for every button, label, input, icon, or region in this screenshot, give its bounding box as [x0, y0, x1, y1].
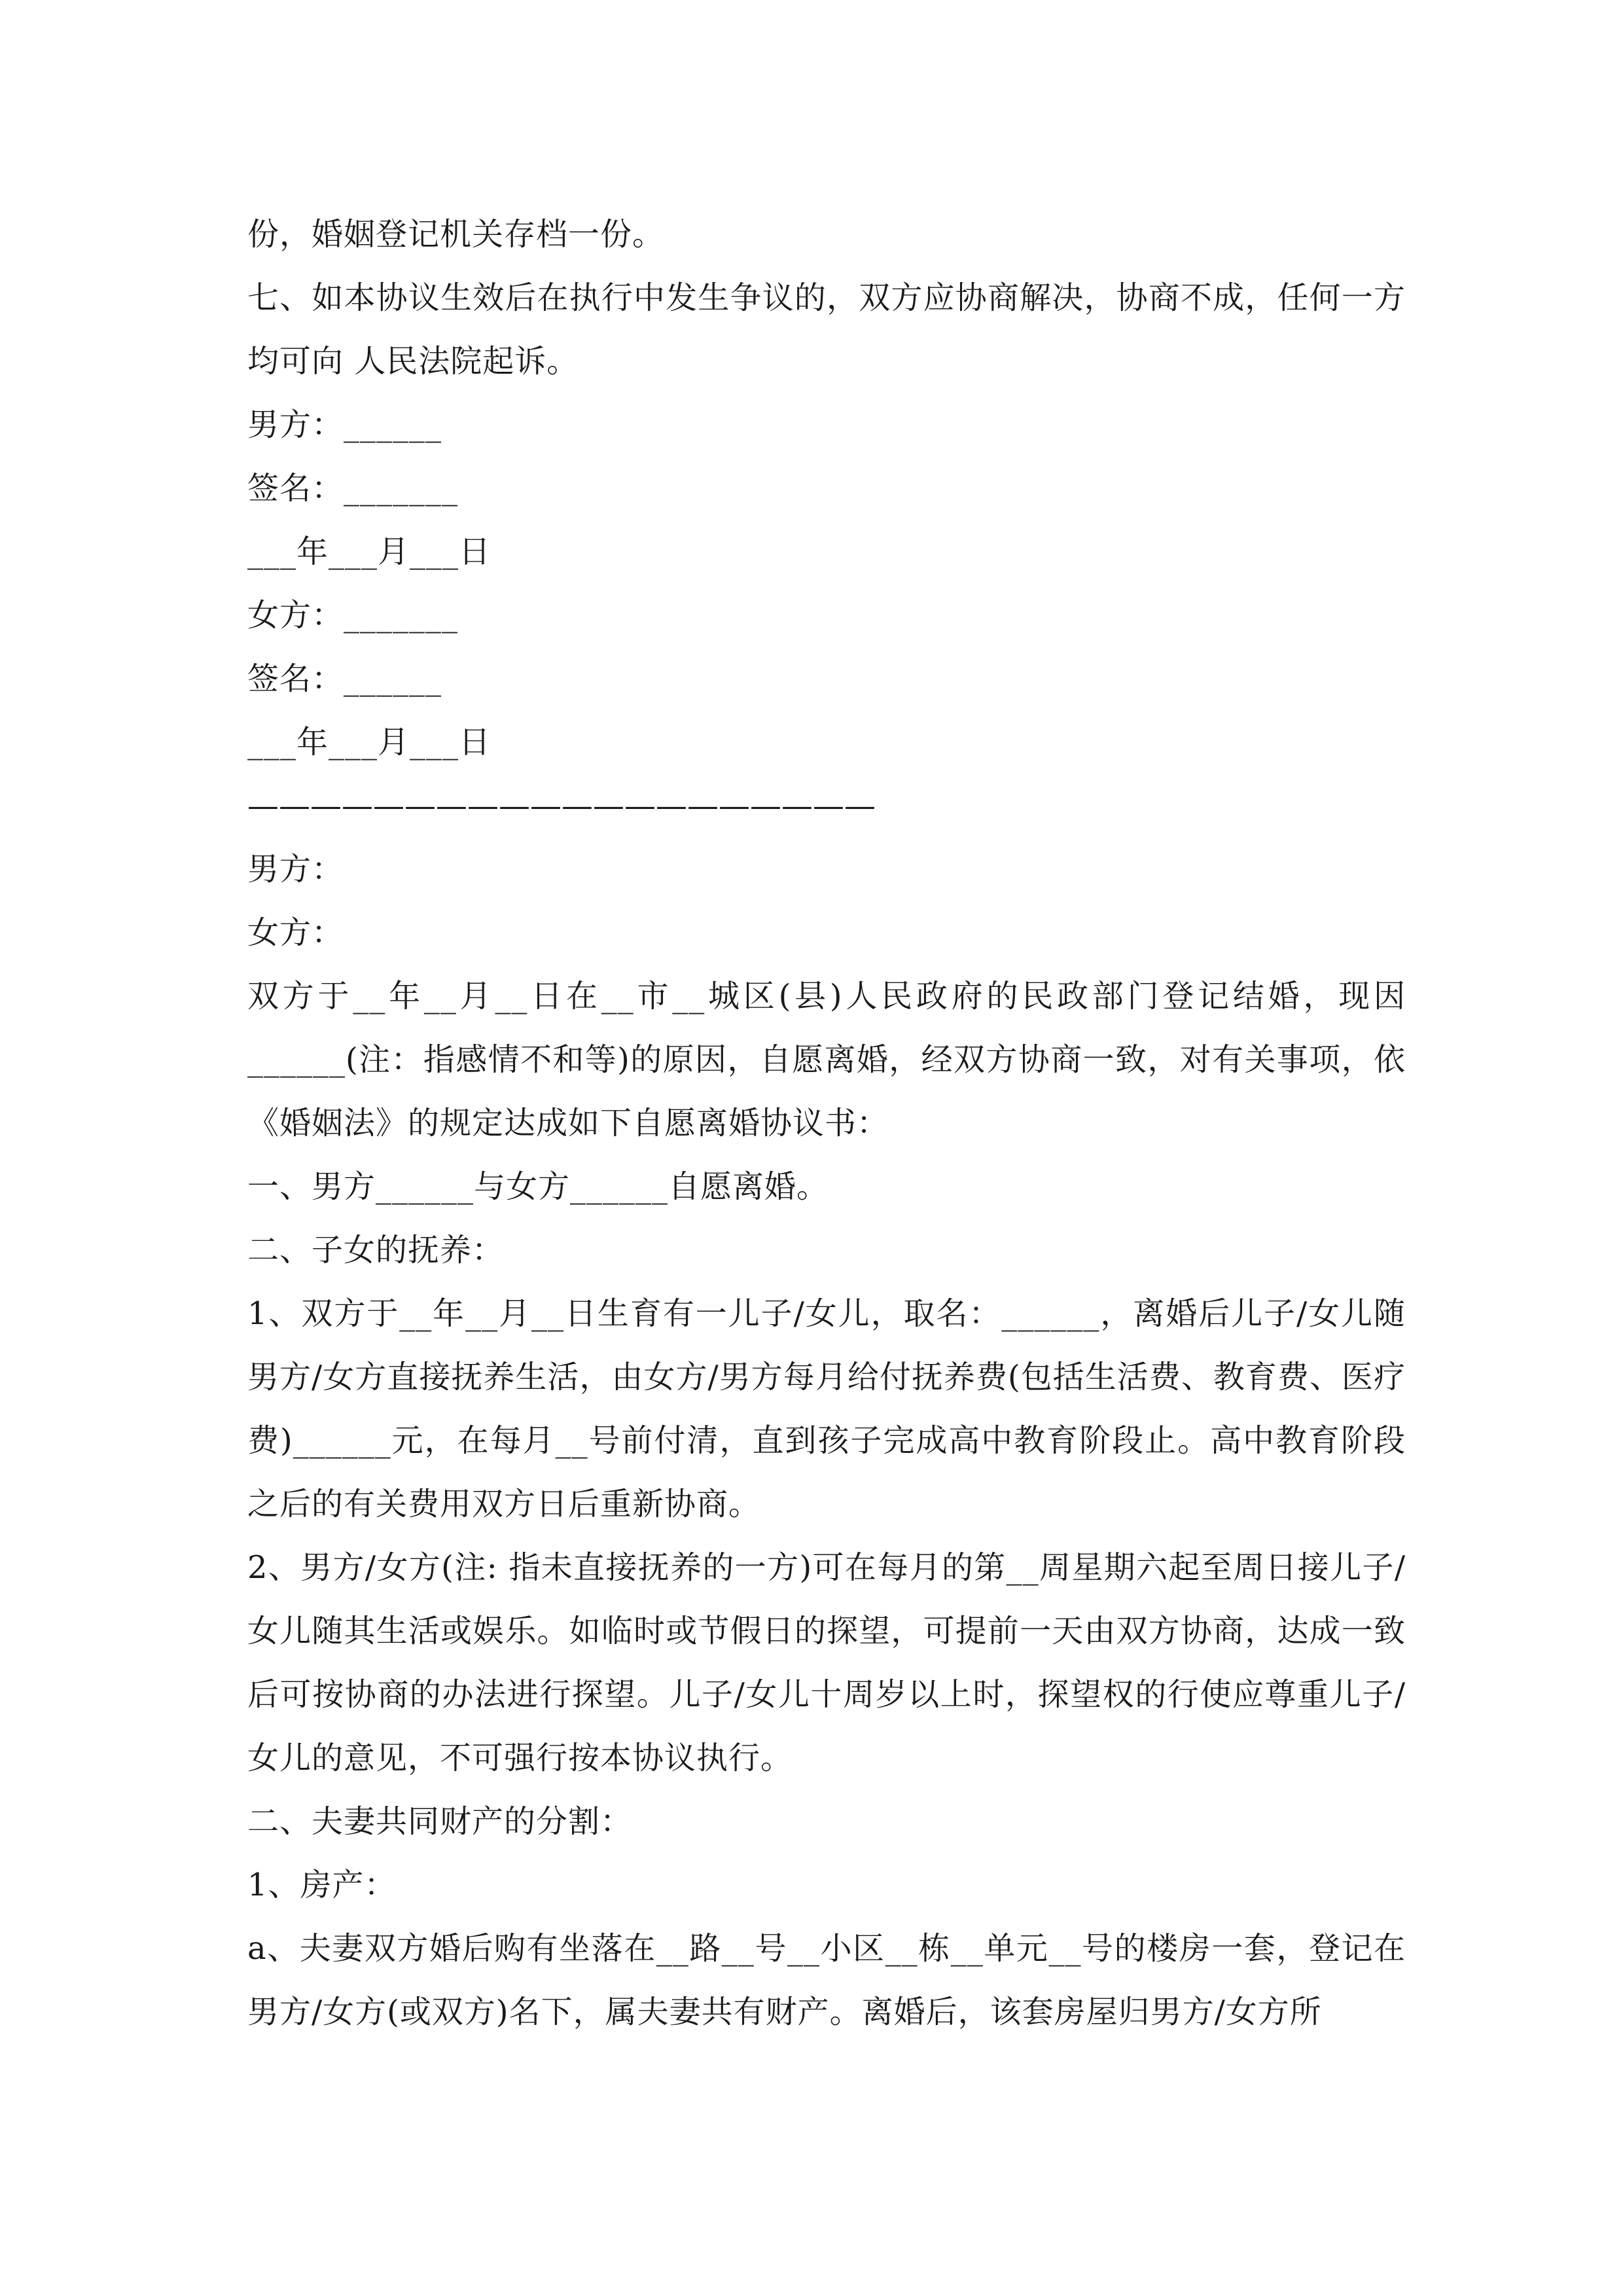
female-party-field: 女方：_______ — [247, 597, 459, 634]
document-body — [247, 203, 1406, 2044]
child-custody-paragraph: 1、双方于__年__月__日生育有一儿子/女儿，取名：______，离婚后儿子/女儿随男方/女方直接抚养生活，由女方/男方每月给付抚养费(包括生活费、教育费、医疗费)______元，在每月__号前付清，直到孩子完成高中教育阶段止。高中教育阶段之后的有关费用双方日后重新协商。 — [247, 1295, 1406, 1522]
male-signature-field: 签名：_______ — [247, 470, 459, 507]
clause-seven: 七、如本协议生效后在执行中发生争议的，双方应协商解决，协商不成，任何一方均可向 人民法院起诉。 — [247, 279, 1406, 380]
clause-one: 一、男方______与女方______自愿离婚。 — [247, 1168, 829, 1205]
male-date-field: ___年___月___日 — [247, 533, 491, 570]
text-line: 份，婚姻登记机关存档一份。 — [247, 216, 665, 253]
female-party-label: 女方： — [247, 914, 344, 951]
clause-two-heading: 二、子女的抚养： — [247, 1232, 505, 1268]
preamble-paragraph: 双方于__年__月__日在__市__城区(县)人民政府的民政部门登记结婚，现因______(注：指感情不和等)的原因，自愿离婚，经双方协商一致，对有关事项，依《婚姻法》的规定达成如下自愿离婚协议书： — [247, 978, 1406, 1141]
real-estate-heading: 1、房产： — [247, 1867, 397, 1903]
male-party-label: 男方： — [247, 851, 344, 888]
female-date-field: ___年___月___日 — [247, 724, 491, 761]
real-estate-paragraph: a、夫妻双方婚后购有坐落在__路__号__小区__栋__单元__号的楼房一套，登记在男方/女方(或双方)名下，属夫妻共有财产。离婚后，该套房屋归男方/女方所 — [247, 1930, 1406, 2030]
section-divider: ———————————————————— — [247, 787, 876, 824]
male-party-field: 男方：______ — [247, 406, 442, 443]
property-heading: 二、夫妻共同财产的分割： — [247, 1803, 633, 1840]
female-signature-field: 签名：______ — [247, 660, 442, 697]
visitation-paragraph: 2、男方/女方(注: 指未直接抚养的一方)可在每月的第__周星期六起至周日接儿子/女儿随其生活或娱乐。如临时或节假日的探望，可提前一天由双方协商，达成一致后可按协商的办法进行探望。儿子/女儿十周岁以上时，探望权的行使应尊重儿子/女儿的意见，不可强行按本协议执行。 — [247, 1549, 1406, 1776]
